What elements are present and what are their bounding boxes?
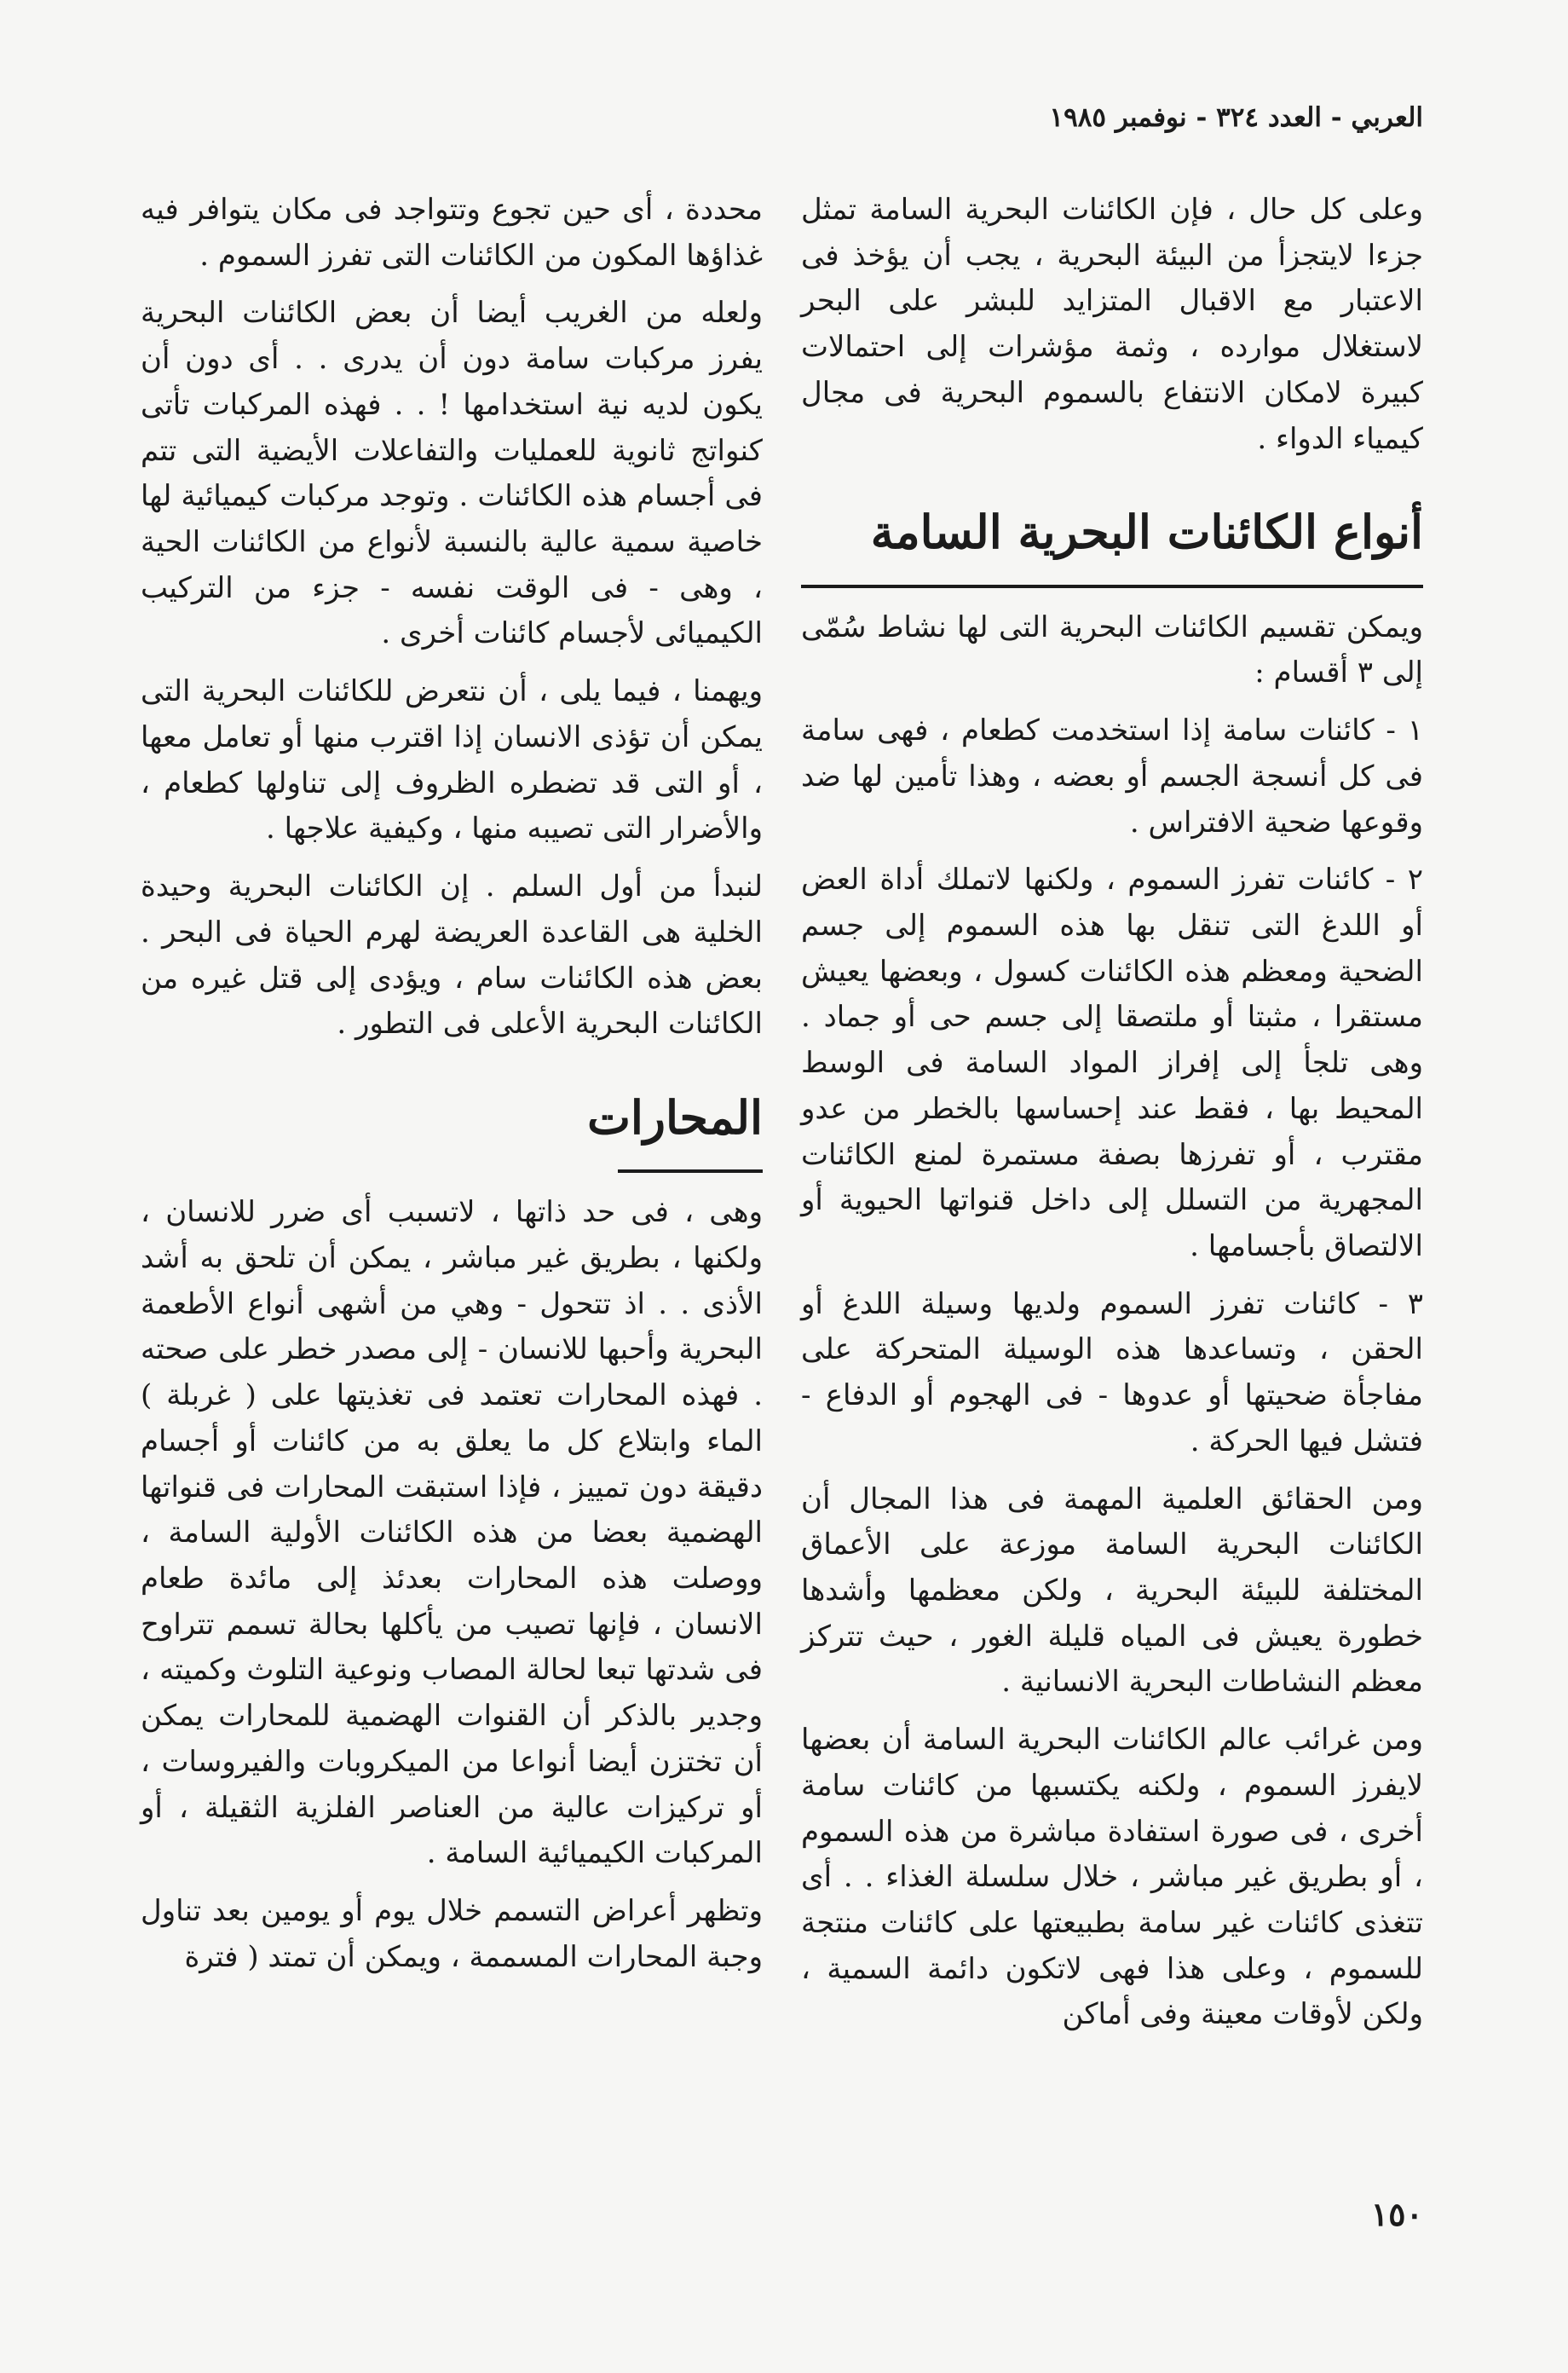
paragraph: لنبدأ من أول السلم . إن الكائنات البحرية وحيدة الخلية هى القاعدة العريضة لهرم الحياة فى البحر . بعض هذه الكائنات سام ، ويؤدى إلى قتل غيره من الكائنات البحرية الأعلى فى التطور . <box>141 869 763 1042</box>
paragraph: ومن الحقائق العلمية المهمة فى هذا المجال أن الكائنات البحرية السامة موزعة على الأعماق المختلفة للبيئة البحرية ، ولكن معظمها وأشدها خطورة يعيش فى المياه قليلة الغور ، حيث تتركز معظم النشاطات البحرية الانسانية . <box>801 1481 1423 1700</box>
paragraph: وتظهر أعراض التسمم خلال يوم أو يومين بعد تناول وجبة المحارات المسممة ، ويمكن أن تمتد ( فترة <box>141 1894 763 1974</box>
left-column <box>141 188 763 1992</box>
paragraph: ويمكن تقسيم الكائنات البحرية التى لها نشاط سُمّى إلى ٣ أقسام : <box>801 609 1423 690</box>
list-item: ٢ - كائنات تفرز السموم ، ولكنها لاتملك أداة العض أو اللدغ التى تنقل بها هذه السموم إلى جسم الضحية ومعظم هذه الكائنات كسول ، وبعضها يعيش مستقرا ، مثبتا أو ملتصقا إلى جسم حى أو جماد . وهى تلجأ إلى إفراز المواد السامة فى الوسط المحيط بها ، فقط عند إحساسها بالخطر من عدو مقترب ، أو تفرزها بصفة مستمرة لمنع الكائنات المجهرية من التسلل إلى داخل قنواتها الحيوية أو الالتصاق بأجسامها . <box>801 863 1423 1263</box>
section-heading-oysters: المحارات <box>618 1082 763 1173</box>
paragraph: محددة ، أى حين تجوع وتتواجد فى مكان يتوافر فيه غذاؤها المكون من الكائنات التى تفرز السموم . <box>141 193 763 273</box>
paragraph: ومن غرائب عالم الكائنات البحرية السامة أن بعضها لايفرز السموم ، ولكنه يكتسبها من كائنات سامة أخرى ، فى صورة استفادة مباشرة من هذه السموم ، أو بطريق غير مباشر ، خلال سلسلة الغذاء . . أى تتغذى كائنات غير سامة بطبيعتها على كائنات منتجة للسموم ، وعلى هذا فهى لاتكون دائمة السمية ، ولكن لأوقات معينة وفى أماكن <box>801 1723 1423 2032</box>
paragraph: وعلى كل حال ، فإن الكائنات البحرية السامة تمثل جزءا لايتجزأ من البيئة البحرية ، يجب أن يؤخذ فى الاعتبار مع الاقبال المتزايد للبشر على البحر لاستغلال موارده ، وثمة مؤشرات إلى احتمالات كبيرة لامكان الانتفاع بالسموم البحرية فى مجال كيمياء الدواء . <box>801 193 1423 456</box>
running-head: العربي - العدد ٣٢٤ - نوفمبر ١٩٨٥ <box>1049 102 1423 133</box>
paragraph: ويهمنا ، فيما يلى ، أن نتعرض للكائنات البحرية التى يمكن أن تؤذى الانسان إذا اقترب منها أو تعامل معها ، أو التى قد تضطره الظروف إلى تناولها كطعام ، والأضرار التى تصيبه منها ، وكيفية علاجها . <box>141 674 763 846</box>
page-number: ١٥٠ <box>1370 2195 1423 2233</box>
right-column <box>801 188 1423 2050</box>
section-heading-toxic-marine-organisms: أنواع الكائنات البحرية السامة <box>801 496 1423 587</box>
list-item: ٣ - كائنات تفرز السموم ولديها وسيلة اللدغ أو الحقن ، وتساعدها هذه الوسيلة المتحركة على مفاجأة ضحيتها أو عدوها - فى الهجوم أو الدفاع - فتشل فيها الحركة . <box>801 1286 1423 1458</box>
list-item: ١ - كائنات سامة إذا استخدمت كطعام ، فهى سامة فى كل أنسجة الجسم أو بعضه ، وهذا تأمين لها ضد وقوعها ضحية الافتراس . <box>801 713 1423 840</box>
paragraph: ولعله من الغريب أيضا أن بعض الكائنات البحرية يفرز مركبات سامة دون أن يدرى . . أى دون أن يكون لديه نية استخدامها ! . . فهذه المركبات تأتى كنواتج ثانوية للعمليات والتفاعلات الأيضية التى تتم فى أجسام هذه الكائنات . وتوجد مركبات كيميائية لها خاصية سمية عالية بالنسبة لأنواع من الكائنات الحية ، وهى - فى الوقت نفسه - جزء من التركيب الكيميائى لأجسام كائنات أخرى . <box>141 296 763 651</box>
paragraph: وهى ، فى حد ذاتها ، لاتسبب أى ضرر للانسان ، ولكنها ، بطريق غير مباشر ، يمكن أن تلحق به أشد الأذى . . اذ تتحول - وهي من أشهى أنواع الأطعمة البحرية وأحبها للانسان - إلى مصدر خطر على صحته . فهذه المحارات تعتمد فى تغذيتها على ( غربلة ) الماء وابتلاع كل ما يعلق به من كائنات أو أجسام دقيقة دون تمييز ، فإذا استبقت المحارات فى قنواتها الهضمية بعضا من هذه الكائنات الأولية السامة ، ووصلت هذه المحارات بعدئذ إلى مائدة طعام الانسان ، فإنها تصيب من يأكلها بحالة تسمم تتراوح فى شدتها تبعا لحالة المصاب ونوعية التلوث وكميته ، وجدير بالذكر أن القنوات الهضمية للمحارات يمكن أن تختزن أيضا أنواعا من الميكروبات والفيروسات ، أو تركيزات عالية من العناصر الفلزية الثقيلة ، أو المركبات الكيميائية السامة . <box>141 1195 763 1871</box>
